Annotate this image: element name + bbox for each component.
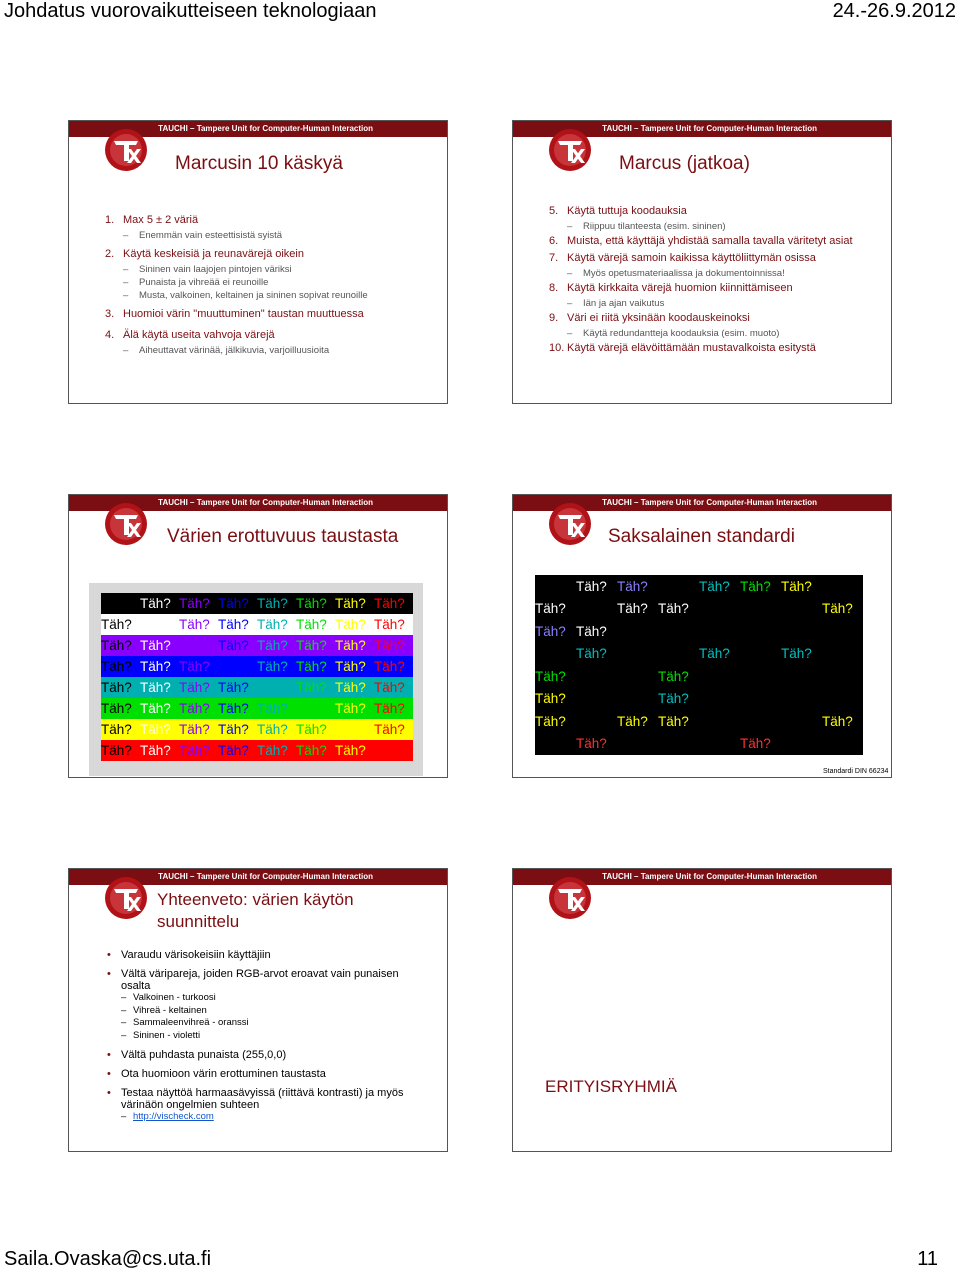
bullet-list [107,949,427,1124]
slide-main-text: ERITYISRYHMIÄ [545,1077,677,1096]
tauchi-logo [547,127,593,173]
grid-cell: Täh? [140,656,179,677]
item-text: Käytä värejä samoin kaikissa käyttöliittymän osissa [567,252,816,264]
grid-cell: Täh? [179,677,218,698]
slide-special-groups [512,868,892,1152]
tauchi-logo [547,501,593,547]
sub-item: – Punaista ja vihreää ei reunoille [123,276,437,289]
grid-cell [822,688,863,711]
tauchi-logo [103,127,149,173]
grid-cell: Täh? [658,598,699,621]
grid-cell: Täh? [218,614,257,635]
grid-cell: Täh? [296,593,335,614]
slide-banner: TAUCHI – Tampere Unit for Computer-Human Interaction [513,495,891,511]
grid-cell: Täh? [179,740,218,761]
page-footer [0,1248,960,1274]
grid-cell: Täh? [218,677,257,698]
grid-cell: Täh? [699,643,740,666]
grid-cell [617,643,658,666]
grid-cell: Täh? [699,575,740,598]
grid-cell: Täh? [335,698,374,719]
grid-cell: Täh? [218,698,257,719]
grid-cell: Täh? [296,677,335,698]
grid-cell: Täh? [822,598,863,621]
din-grid [535,575,863,755]
grid-cell: Täh? [218,740,257,761]
grid-cell [781,598,822,621]
list-item [549,282,881,295]
list-item [105,213,437,227]
sub-bullet: – Sininen - violetti [107,1030,427,1043]
grid-cell: Täh? [374,677,413,698]
grid-cell: Täh? [576,620,617,643]
sub-item: – Enemmän vain esteettisistä syistä [123,229,437,242]
grid-cell [535,643,576,666]
slide-title: Saksalainen standardi [608,526,795,547]
grid-cell [658,575,699,598]
page-number: 11 [917,1248,938,1270]
figure-caption: Standardi DIN 66234 [823,768,889,775]
tauchi-logo [103,501,149,547]
grid-cell [781,733,822,756]
grid-cell: Täh? [101,656,140,677]
grid-cell [576,688,617,711]
sub-bullet: – Sammaleenvihreä - oranssi [107,1017,427,1030]
grid-cell: Täh? [218,635,257,656]
contrast-grid [101,593,413,761]
page-header [0,0,960,26]
grid-cell: Täh? [101,719,140,740]
grid-cell: Täh? [218,656,257,677]
grid-cell: Täh? [335,719,374,740]
sub-item: – Sininen vain laajojen pintojen väriksi [123,263,437,276]
item-number: 3. [105,308,115,320]
slide-banner: TAUCHI – Tampere Unit for Computer-Human Interaction [69,121,447,137]
grid-cell [822,643,863,666]
grid-cell [822,575,863,598]
grid-cell [822,665,863,688]
grid-cell: Täh? [140,719,179,740]
grid-cell [822,620,863,643]
slide-banner: TAUCHI – Tampere Unit for Computer-Human Interaction [69,869,447,885]
item-number: 4. [105,329,115,341]
sub-bullet: – Vihreä - keltainen [107,1005,427,1018]
item-text: Käytä kirkkaita värejä huomion kiinnittämiseen [567,282,793,294]
grid-cell [699,710,740,733]
grid-cell: Täh? [535,620,576,643]
grid-cell [781,620,822,643]
grid-cell: Täh? [374,614,413,635]
grid-cell: Täh? [257,614,296,635]
item-text: Käytä tuttuja koodauksia [567,205,687,217]
numbered-list [105,213,437,362]
list-item [549,205,881,218]
item-text: Max 5 ± 2 väriä [123,214,199,226]
grid-cell: Täh? [658,710,699,733]
slide-marcus-continued [512,120,892,404]
item-number: 9. [549,312,559,324]
grid-cell: Täh? [296,656,335,677]
grid-cell: Täh? [101,635,140,656]
list-item [549,342,881,355]
grid-cell: Täh? [257,635,296,656]
item-number: 1. [105,214,115,226]
grid-cell [658,643,699,666]
list-item [549,235,881,248]
grid-cell: Täh? [257,719,296,740]
bullet-item: • Testaa näyttöä harmaasävyissä (riittävä kontrasti) ja myös värinäön ongelmien suhteen [107,1087,427,1111]
slide-color-contrast [68,494,448,778]
grid-cell: Täh? [296,719,335,740]
grid-cell: Täh? [658,665,699,688]
grid-cell [617,620,658,643]
grid-cell: Täh? [335,614,374,635]
sub-item: – Musta, valkoinen, keltainen ja sininen sopivat reunoille [123,289,437,302]
grid-cell: Täh? [535,598,576,621]
numbered-list [549,205,881,359]
grid-cell: Täh? [822,710,863,733]
grid-cell: Täh? [140,677,179,698]
grid-cell: Täh? [335,677,374,698]
item-number: 5. [549,205,559,217]
grid-cell: Täh? [335,593,374,614]
grid-cell [617,688,658,711]
tauchi-logo [547,875,593,921]
slide-summary [68,868,448,1152]
grid-cell: Täh? [374,740,413,761]
slide-title: Yhteenveto: värien käytön suunnittelu [157,890,354,931]
grid-cell: Täh? [140,614,179,635]
item-text: Käytä keskeisiä ja reunavärejä oikein [123,248,304,260]
grid-cell [535,575,576,598]
grid-cell [781,710,822,733]
grid-cell: Täh? [101,677,140,698]
grid-cell: Täh? [179,698,218,719]
sub-item: – Iän ja ajan vaikutus [567,297,881,310]
grid-cell [699,688,740,711]
bullet-item: • Varaudu värisokeisiin käyttäjiin [107,949,427,961]
grid-cell: Täh? [374,593,413,614]
grid-cell: Täh? [576,575,617,598]
item-text: Huomioi värin "muuttuminen" taustan muuttuessa [123,308,364,320]
item-text: Älä käytä useita vahvoja värejä [123,329,275,341]
slide-banner: TAUCHI – Tampere Unit for Computer-Human Interaction [69,495,447,511]
grid-cell [658,733,699,756]
grid-cell: Täh? [740,575,781,598]
sub-item: – Aiheuttavat värinää, jälkikuvia, varjoilluusioita [123,344,437,357]
bullet-item: • Vältä väripareja, joiden RGB-arvot eroavat vain punaisen osalta [107,968,427,992]
grid-cell [740,620,781,643]
grid-cell: Täh? [179,656,218,677]
grid-cell [740,688,781,711]
grid-cell [740,598,781,621]
document-date: 24.-26.9.2012 [832,0,956,22]
grid-cell: Täh? [101,740,140,761]
grid-cell: Täh? [617,710,658,733]
item-text: Väri ei riitä yksinään koodauskeinoksi [567,312,750,324]
grid-cell: Täh? [535,710,576,733]
grid-cell: Täh? [535,665,576,688]
grid-cell: Täh? [781,575,822,598]
list-item [549,252,881,265]
grid-cell [617,665,658,688]
item-text: Käytä värejä elävöittämään mustavalkoista esitystä [567,342,816,354]
grid-cell: Täh? [101,698,140,719]
grid-cell [576,665,617,688]
grid-cell: Täh? [218,593,257,614]
author-email: Saila.Ovaska@cs.uta.fi [4,1248,212,1270]
grid-cell [576,598,617,621]
list-item [105,247,437,261]
grid-cell [535,733,576,756]
grid-cell: Täh? [335,656,374,677]
grid-cell: Täh? [257,677,296,698]
list-item [105,328,437,342]
grid-cell: Täh? [576,643,617,666]
slide-german-standard [512,494,892,778]
grid-cell: Täh? [617,598,658,621]
list-item [105,307,437,321]
grid-cell: Täh? [374,698,413,719]
slide-marcus-commandments [68,120,448,404]
grid-cell [699,598,740,621]
grid-cell: Täh? [140,698,179,719]
grid-cell [576,710,617,733]
slide-title: Marcus (jatkoa) [619,153,750,174]
slide-banner: TAUCHI – Tampere Unit for Computer-Human Interaction [513,121,891,137]
item-number: 8. [549,282,559,294]
slide-title: Värien erottuvuus taustasta [167,526,399,547]
grid-cell: Täh? [658,688,699,711]
grid-cell: Täh? [257,656,296,677]
item-number: 7. [549,252,559,264]
grid-cell: Täh? [296,635,335,656]
grid-cell: Täh? [535,688,576,711]
grid-cell: Täh? [374,635,413,656]
sub-bullet [107,1111,427,1124]
grid-cell: Täh? [179,635,218,656]
list-item [549,312,881,325]
grid-cell [740,643,781,666]
grid-cell: Täh? [140,635,179,656]
grid-cell [781,688,822,711]
grid-cell [658,620,699,643]
bullet-item: • Vältä puhdasta punaista (255,0,0) [107,1049,427,1061]
grid-cell: Täh? [296,614,335,635]
grid-cell [617,733,658,756]
grid-cell: Täh? [179,593,218,614]
grid-cell: Täh? [257,698,296,719]
sub-item: – Käytä redundantteja koodauksia (esim. muoto) [567,327,881,340]
grid-cell [822,733,863,756]
item-number: 10. [549,342,565,354]
grid-cell: Täh? [257,593,296,614]
grid-cell: Täh? [335,740,374,761]
slide-banner: TAUCHI – Tampere Unit for Computer-Human Interaction [513,869,891,885]
item-text: Muista, että käyttäjä yhdistää samalla tavalla väritetyt asiat [567,235,853,247]
item-number: 2. [105,248,115,260]
grid-cell [740,665,781,688]
slide-title: Marcusin 10 käskyä [175,153,343,174]
grid-cell: Täh? [179,719,218,740]
grid-cell: Täh? [101,593,140,614]
grid-cell [740,710,781,733]
bullet-item: • Ota huomioon värin erottuminen taustasta [107,1068,427,1080]
grid-cell: Täh? [576,733,617,756]
grid-cell [781,665,822,688]
grid-cell: Täh? [257,740,296,761]
sub-item: – Riippuu tilanteesta (esim. sininen) [567,220,881,233]
grid-cell: Täh? [218,719,257,740]
grid-cell [699,665,740,688]
grid-cell: Täh? [179,614,218,635]
grid-cell: Täh? [140,593,179,614]
grid-cell: Täh? [374,656,413,677]
sub-item: – Myös opetusmateriaalissa ja dokumentoinnissa! [567,267,881,280]
grid-cell: Täh? [335,635,374,656]
grid-cell: Täh? [617,575,658,598]
grid-cell [699,733,740,756]
grid-cell: Täh? [296,740,335,761]
grid-cell [699,620,740,643]
tauchi-logo [103,875,149,921]
grid-cell: Täh? [374,719,413,740]
grid-cell: Täh? [101,614,140,635]
document-title: Johdatus vuorovaikutteiseen teknologiaan [4,0,377,22]
grid-cell: Täh? [781,643,822,666]
item-number: 6. [549,235,559,247]
grid-cell: Täh? [140,740,179,761]
grid-cell: Täh? [296,698,335,719]
grid-cell: Täh? [740,733,781,756]
sub-bullet: – Valkoinen - turkoosi [107,992,427,1005]
vischeck-link[interactable]: http://vischeck.com [133,1111,214,1122]
